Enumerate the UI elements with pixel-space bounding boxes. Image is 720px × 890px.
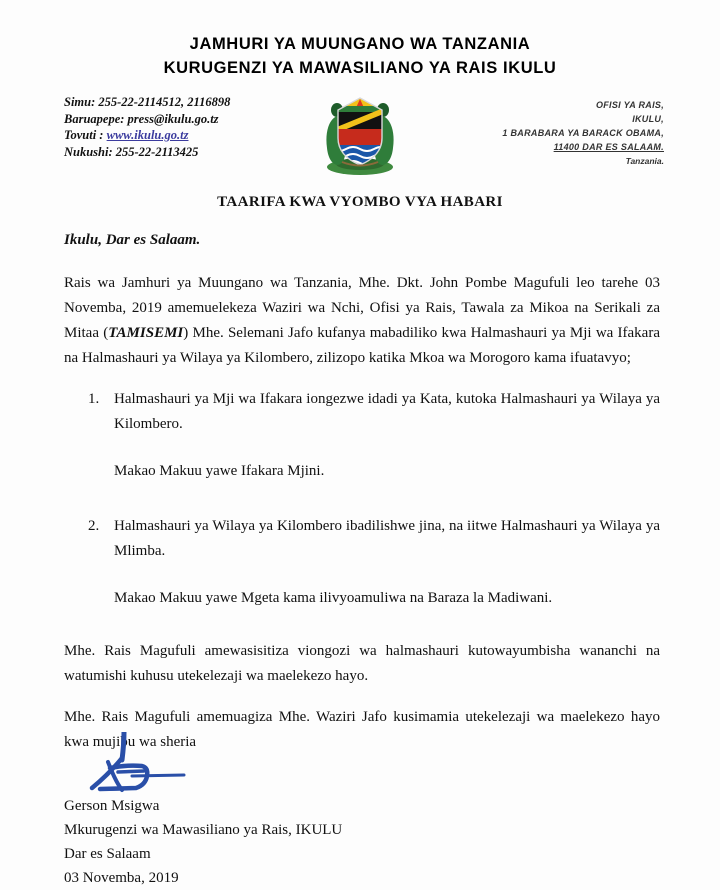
closing-paragraph-2: Mhe. Rais Magufuli amemuagiza Mhe. Waziri Jafo kusimamia utekelezaji wa maelekezo hayo kwa mujibu wa sheria <box>64 709 660 750</box>
intro-text-part-1: Rais wa Jamhuri ya Muungano wa Tanzania, Mhe. Dkt. John Pombe Magufuli leo tarehe 03 Novemba, 2019 amemuelekeza Waziri wa Nchi, Ofisi ya Rais, Tawala za Mikoa na Serikali za Mitaa ( <box>64 275 660 341</box>
address-line-4: 11400 DAR ES SALAAM. <box>553 142 664 152</box>
letterhead-line-1: JAMHURI YA MUUNGANO WA TANZANIA <box>189 35 531 53</box>
email-line <box>64 111 230 128</box>
email-label: Baruapepe: <box>64 111 125 126</box>
dateline: Ikulu, Dar es Salaam. <box>64 232 201 248</box>
phone-label: Simu: <box>64 95 96 109</box>
signatory-date: 03 Novemba, 2019 <box>64 870 179 886</box>
directives-list <box>64 387 660 611</box>
signatory-position: Mkurugenzi wa Mawasiliano ya Rais, IKULU <box>64 822 343 838</box>
address-line-1: OFISI YA RAIS, <box>595 100 664 110</box>
address-line-3: 1 BARABARA YA BARACK OBAMA, <box>502 128 664 138</box>
contact-block-left <box>64 94 230 160</box>
list-item-text: Halmashauri ya Wilaya ya Kilombero ibadilishwe jina, na iitwe Halmashauri ya Wilaya ya Mlimba. <box>114 518 660 559</box>
signatory-city: Dar es Salaam <box>64 846 151 862</box>
closing-paragraph-1: Mhe. Rais Magufuli amewasisitiza viongozi wa halmashauri kutowayumbisha wananchi na watumishi kuhusu utekelezaji wa maelekezo hayo. <box>64 643 660 684</box>
fax-value: 255-22-2113425 <box>115 144 199 159</box>
intro-paragraph <box>64 271 660 371</box>
letterhead-line-2: KURUGENZI YA MAWASILIANO YA RAIS IKULU <box>163 59 557 77</box>
address-block-right <box>502 98 664 168</box>
fax-label: Nukushi: <box>64 144 113 159</box>
website-link[interactable]: www.ikulu.go.tz <box>106 128 189 142</box>
list-item <box>114 514 660 611</box>
list-item <box>114 387 660 484</box>
phone-value: 255-22-2114512, 2116898 <box>98 95 231 109</box>
list-item-text: Halmashauri ya Mji wa Ifakara iongezwe idadi ya Kata, kutoka Halmashauri ya Wilaya ya Kilombero. <box>114 391 660 432</box>
fax-line <box>64 144 230 161</box>
list-item-note: Makao Makuu yawe Mgeta kama ilivyoamuliwa na Baraza la Madiwani. <box>114 590 553 606</box>
signatory-name: Gerson Msigwa <box>64 798 160 814</box>
website-line <box>64 127 230 144</box>
letterhead <box>0 32 720 80</box>
website-label: Tovuti : <box>64 128 104 142</box>
tamisemi-abbreviation: TAMISEMI <box>108 325 184 341</box>
document-body <box>64 228 660 771</box>
phone-line <box>64 94 230 111</box>
address-line-5: Tanzania. <box>625 156 664 166</box>
email-value: press@ikulu.go.tz <box>127 111 219 126</box>
list-item-note: Makao Makuu yawe Ifakara Mjini. <box>114 463 325 479</box>
document-title: TAARIFA KWA VYOMBO VYA HABARI <box>217 194 503 210</box>
coat-of-arms-icon <box>312 88 408 176</box>
signatory-details <box>64 794 342 890</box>
intro-text-part-2: ) Mhe. Selemani Jafo kufanya mabadiliko kwa Halmashauri ya Mji wa Ifakara na Halmashauri ya Wilaya ya Kilombero, zilizopo katika Mkoa wa Morogoro kama ifuatavyo; <box>64 325 660 366</box>
address-line-2: IKULU, <box>632 114 664 124</box>
